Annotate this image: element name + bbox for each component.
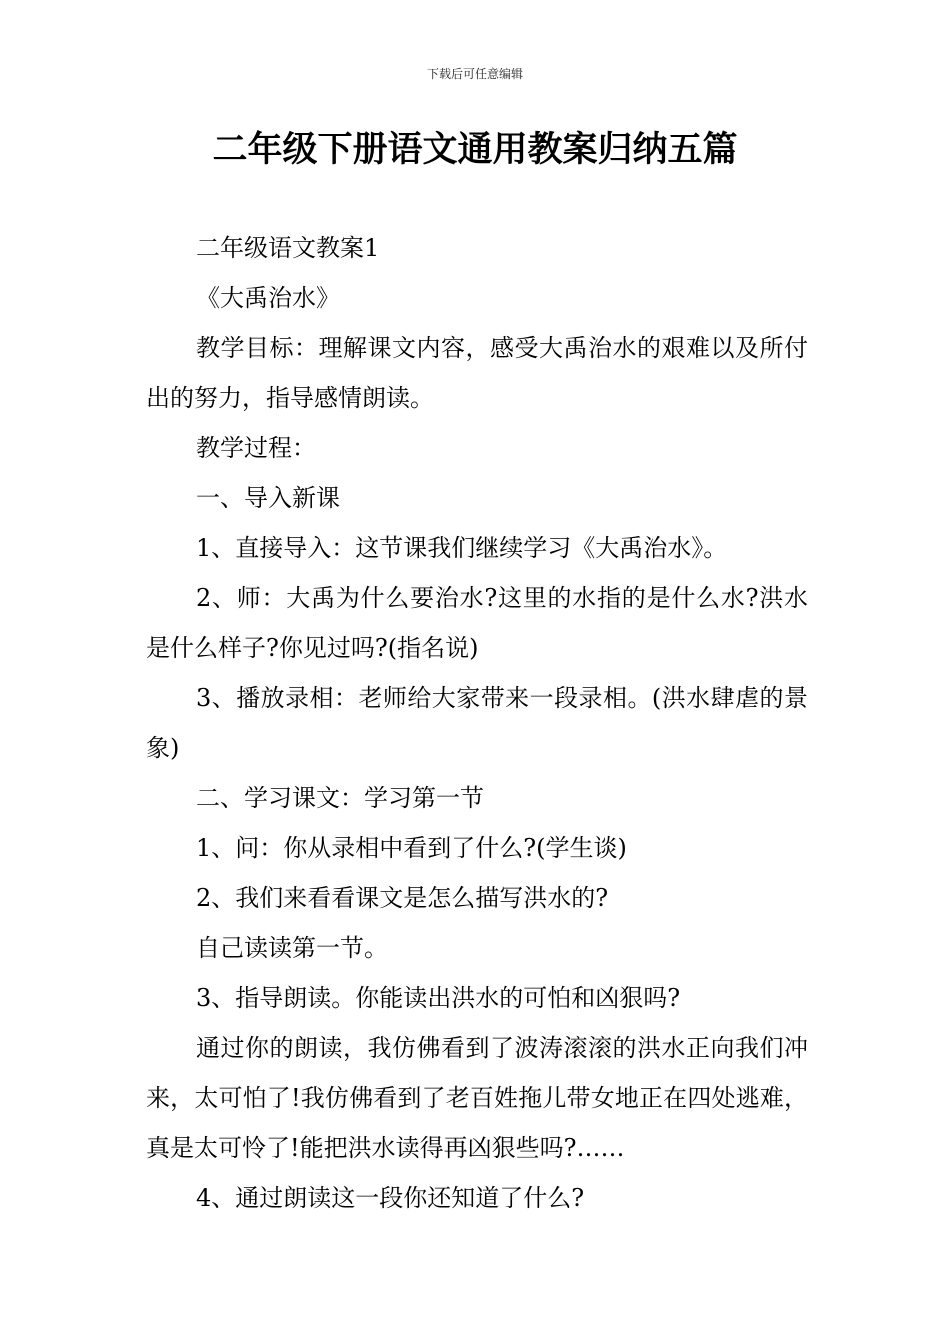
paragraph-item: 2、我们来看看课文是怎么描写洪水的? — [196, 884, 609, 912]
paragraph-item: 通过你的朗读，我仿佛看到了波涛滚滚的洪水正向我们冲来，太可怕了!我仿佛看到了老百姓拖儿带女地正在四处逃难，真是太可怜了!能把洪水读得再凶狠些吗?…… — [146, 1034, 808, 1162]
paragraph-item: 1、问：你从录相中看到了什么?(学生谈) — [196, 834, 627, 862]
paragraph-item: 2、师：大禹为什么要治水?这里的水指的是什么水?洪水是什么样子?你见过吗?(指名说) — [146, 584, 808, 662]
header-note: 下载后可任意编辑 — [426, 67, 523, 81]
paragraph-teaching-goal: 教学目标：理解课文内容，感受大禹治水的艰难以及所付出的努力，指导感情朗读。 — [146, 334, 808, 412]
document-title: 二年级下册语文通用教案归纳五篇 — [212, 130, 738, 170]
paragraph-teaching-process: 教学过程： — [196, 434, 316, 462]
paragraph-item: 1、直接导入：这节课我们继续学习《大禹治水》。 — [196, 534, 728, 562]
paragraph-item: 3、指导朗读。你能读出洪水的可怕和凶狠吗? — [196, 984, 681, 1012]
paragraph-section-intro: 一、导入新课 — [196, 484, 340, 512]
paragraph-item: 自己读读第一节。 — [196, 934, 388, 962]
paragraph-section-study: 二、学习课文：学习第一节 — [196, 784, 484, 812]
paragraph-lesson-title: 《大禹治水》 — [196, 284, 340, 312]
paragraph-item: 3、播放录相：老师给大家带来一段录相。(洪水肆虐的景象) — [146, 684, 808, 762]
document-body — [146, 223, 808, 1223]
paragraph-lesson-heading: 二年级语文教案1 — [196, 234, 380, 262]
paragraph-item: 4、通过朗读这一段你还知道了什么? — [196, 1184, 585, 1212]
